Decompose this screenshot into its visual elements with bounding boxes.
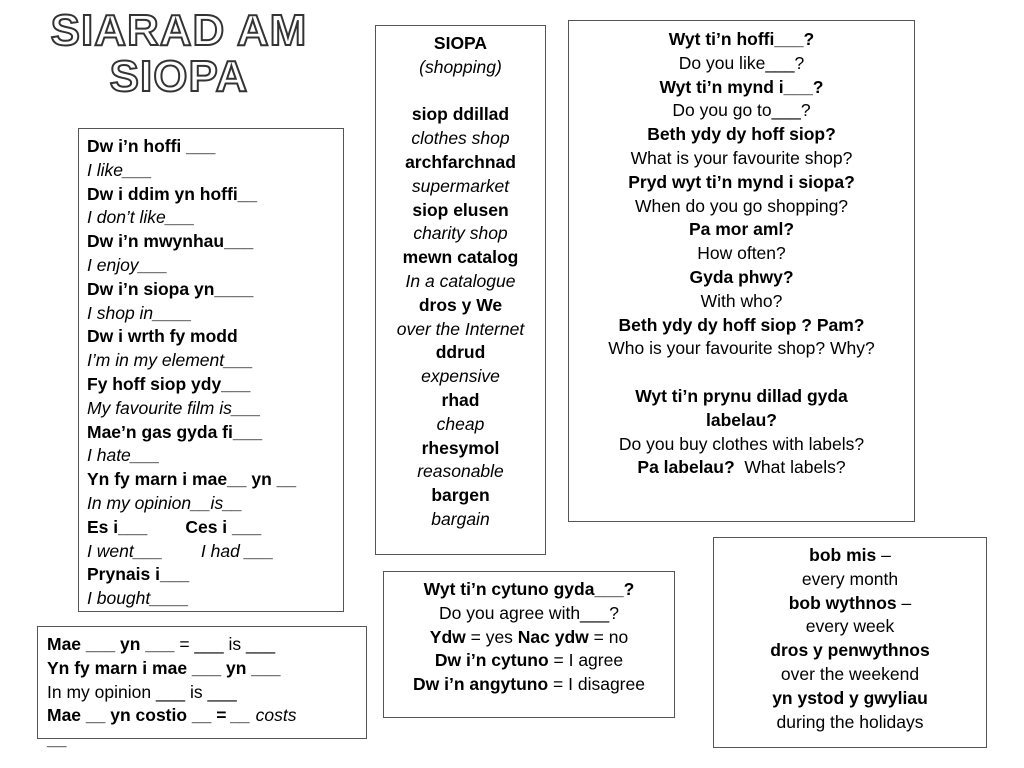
question-cy: Pryd wyt ti’n mynd i siopa? <box>628 171 855 192</box>
question-en: What is your favourite shop? <box>630 147 853 168</box>
nac-ydw-en: = no <box>588 626 629 647</box>
vocab-en: clothes shop <box>411 128 510 149</box>
vocab-en: bargain <box>431 508 490 529</box>
vocab-en: cheap <box>436 413 485 434</box>
opinion-line-4-cy: Mae __ yn costio __ = <box>47 705 232 726</box>
siopa-heading: SIOPA <box>433 33 488 53</box>
phrase-cy: Dw i’n hoffi ___ <box>87 136 216 156</box>
opinion-box <box>37 626 367 750</box>
time-en: every month <box>801 568 899 589</box>
vocab-cy: mewn catalog <box>402 247 519 268</box>
opinion-line-4-en: __ costs <box>231 705 297 726</box>
angytuno-en: = I disagree <box>548 674 645 695</box>
es-cy: Es i___ <box>87 516 148 537</box>
time-cy: yn ystod y gwyliau <box>772 687 928 708</box>
page-title <box>14 8 344 100</box>
vocab-en: charity shop <box>413 223 508 244</box>
phrase-en: I hate___ <box>87 445 160 466</box>
nac-ydw-cy: Nac ydw <box>517 626 589 647</box>
pa-labelau-en: What labels? <box>744 457 846 478</box>
question-en: With who? <box>700 290 783 311</box>
questions-box <box>568 20 915 522</box>
phrase-en: I enjoy___ <box>87 254 168 275</box>
phrase-en: I like___ <box>87 159 153 180</box>
time-en: every week <box>805 616 895 637</box>
phrase-en: I shop in____ <box>87 302 193 323</box>
vocab-cy: bargen <box>431 485 490 506</box>
disagree-row <box>388 673 670 697</box>
siopa-vocab-box <box>375 25 546 555</box>
time-dash: – <box>896 592 912 613</box>
phrase-en: I don’t like___ <box>87 207 195 228</box>
ydw-en: = yes <box>465 626 518 647</box>
opinion-line-5: __ <box>47 729 67 750</box>
vocab-en: reasonable <box>417 461 504 482</box>
phrases-box <box>78 128 344 612</box>
phrase-cy: Dw i wrth fy modd <box>87 326 238 347</box>
question-cy: Wyt ti’n mynd i___? <box>659 76 824 97</box>
vocab-en: expensive <box>421 366 500 387</box>
phrase-cy: Fy hoff siop ydy___ <box>87 373 251 394</box>
question-cy: Wyt ti’n hoffi___? <box>668 29 815 49</box>
question-en: When do you go shopping? <box>634 195 849 216</box>
time-en: during the holidays <box>776 711 924 732</box>
question-en: How often? <box>697 243 786 264</box>
vocab-en: In a catalogue <box>405 270 516 291</box>
agree-question-cy: Wyt ti’n cytuno gyda___? <box>423 579 635 599</box>
time-cy-row <box>718 592 982 616</box>
vocab-cy: archfarchnad <box>405 151 516 172</box>
opinion-line-1-cy: Mae ___ yn ___ <box>47 634 175 654</box>
vocab-cy: siop elusen <box>412 199 509 220</box>
agree-question-en: Do you agree with___? <box>439 602 619 623</box>
phrase-cy: Dw i ddim yn hoffi__ <box>87 183 258 204</box>
time-cy: bob mis <box>809 545 877 565</box>
phrase-cy: Prynais i___ <box>87 564 190 585</box>
phrase-en: I’m in my element___ <box>87 350 254 371</box>
labels-question-en: Do you buy clothes with labels? <box>618 433 865 454</box>
cytuno-cy: Dw i’n cytuno <box>434 650 549 671</box>
vocab-en: supermarket <box>411 175 510 196</box>
question-cy: Beth ydy dy hoff siop ? Pam? <box>618 314 865 335</box>
siopa-heading-en: (shopping) <box>419 56 502 77</box>
question-cy: Gyda phwy? <box>689 266 794 287</box>
phrase-cy: Dw i’n mwynhau___ <box>87 231 254 252</box>
question-en: Do you go to___? <box>672 100 811 121</box>
time-expressions-box <box>713 537 987 748</box>
agree-box <box>383 571 675 718</box>
opinion-line-1-en: = ___ is ___ <box>174 634 276 654</box>
opinion-line-2: Yn fy marn i mae ___ yn ___ <box>47 657 281 678</box>
phrase-en: In my opinion__is__ <box>87 492 243 513</box>
question-cy: Pa mor aml? <box>688 219 795 240</box>
time-cy-row <box>718 639 982 663</box>
es-ces-cy-row <box>87 516 335 540</box>
time-cy-row <box>718 687 982 711</box>
yes-no-row <box>388 626 670 650</box>
opinion-line-3: In my opinion ___ is ___ <box>47 681 237 702</box>
time-cy-row <box>718 544 982 568</box>
vocab-cy: rhad <box>441 389 480 410</box>
vocab-cy: rhesymol <box>421 437 500 458</box>
question-cy: Beth ydy dy hoff siop? <box>647 124 836 145</box>
time-en: over the weekend <box>780 663 920 684</box>
phrase-cy: Mae’n gas gyda fi___ <box>87 421 263 442</box>
pa-labelau-row <box>573 456 910 480</box>
angytuno-cy: Dw i’n angytuno <box>413 674 549 695</box>
es-ces-en-row <box>87 540 335 564</box>
agree-row <box>388 649 670 673</box>
phrase-cy: Dw i’n siopa yn____ <box>87 278 254 299</box>
phrase-en: My favourite film is___ <box>87 397 262 418</box>
pa-labelau-cy: Pa labelau? <box>637 457 735 478</box>
es-en: I went___ <box>87 540 163 561</box>
opinion-line-1 <box>47 633 357 657</box>
time-dash: – <box>876 545 891 565</box>
cytuno-en: = I agree <box>548 650 624 671</box>
vocab-cy: ddrud <box>435 342 486 363</box>
ces-en: I had ___ <box>200 540 274 561</box>
time-cy: bob wythnos <box>788 592 897 613</box>
question-en: Do you like___? <box>678 52 805 73</box>
phrase-en: I bought____ <box>87 588 190 609</box>
vocab-cy: siop ddillad <box>411 104 510 125</box>
phrase-cy: Yn fy marn i mae__ yn __ <box>87 469 297 490</box>
ydw-cy: Ydw <box>429 626 466 647</box>
vocab-en: over the Internet <box>396 318 525 339</box>
page-title-line-1: SIARAD AM <box>50 6 308 55</box>
labels-question-cy-1: Wyt ti’n prynu dillad gyda <box>635 385 848 406</box>
page-title-line-2: SIOPA <box>109 52 249 101</box>
ces-cy: Ces i ___ <box>185 516 262 537</box>
time-cy: dros y penwythnos <box>770 640 930 661</box>
vocab-cy: dros y We <box>418 294 503 315</box>
labels-question-cy-2: labelau? <box>706 409 777 430</box>
opinion-line-4 <box>47 704 357 728</box>
question-en: Who is your favourite shop? Why? <box>608 338 875 359</box>
